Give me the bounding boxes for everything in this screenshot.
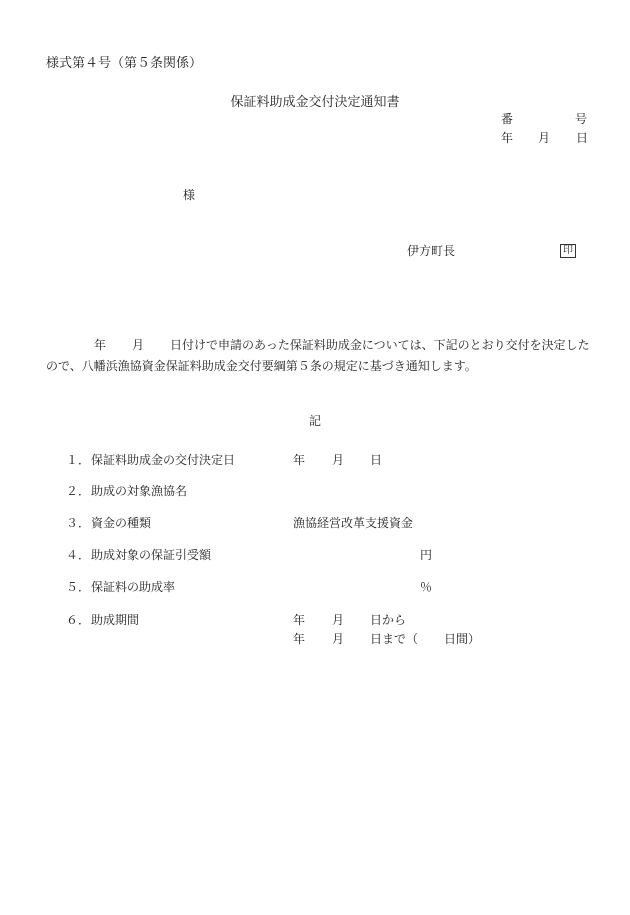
document-title: 保証料助成金交付決定通知書 bbox=[230, 95, 400, 110]
body-month: 月 bbox=[132, 338, 145, 352]
ki-heading: 記 bbox=[309, 414, 322, 428]
date-day: 日 bbox=[576, 131, 589, 145]
item-3-label: 資金の種類 bbox=[91, 516, 152, 530]
item-1-day: 日 bbox=[370, 453, 383, 467]
item-1-year: 年 bbox=[293, 453, 306, 467]
recipient-honorific: 様 bbox=[183, 188, 196, 202]
item-3-number: ３． bbox=[66, 516, 91, 530]
body-year: 年 bbox=[94, 338, 107, 352]
form-number: 様式第４号（第５条関係） bbox=[46, 56, 203, 71]
seal-text: 印 bbox=[560, 244, 576, 258]
notice-body bbox=[46, 335, 591, 377]
doc-number-label: 番 bbox=[501, 112, 514, 126]
item-5-unit: ％ bbox=[420, 580, 433, 594]
item-1-number: １． bbox=[66, 453, 91, 467]
period-from-day: 日から bbox=[370, 613, 407, 627]
doc-number-suffix: 号 bbox=[575, 112, 588, 126]
item-1-month: 月 bbox=[332, 453, 345, 467]
seal-mark bbox=[556, 242, 576, 258]
item-4-label: 助成対象の保証引受額 bbox=[91, 548, 212, 562]
body-text: 日付けで申請のあった保証料助成金については、下記のとおり交付を決定したので、八幡浜漁協資金保証料助成金交付要綱第５条の規定に基づき通知します。 bbox=[46, 338, 590, 373]
item-5-label: 保証料の助成率 bbox=[91, 580, 176, 594]
period-from-year: 年 bbox=[293, 613, 306, 627]
item-1-label: 保証料助成金の交付決定日 bbox=[91, 453, 236, 467]
item-6-label: 助成期間 bbox=[91, 613, 140, 627]
date-month: 月 bbox=[538, 131, 551, 145]
item-2-number: ２． bbox=[66, 484, 91, 498]
item-5-number: ５． bbox=[66, 580, 91, 594]
item-4-unit: 円 bbox=[420, 548, 433, 562]
date-year: 年 bbox=[501, 131, 514, 145]
item-2-label: 助成の対象漁協名 bbox=[91, 484, 188, 498]
item-6-number: ６． bbox=[66, 613, 91, 627]
period-from-month: 月 bbox=[332, 613, 345, 627]
period-to-day: 日まで（ bbox=[370, 632, 419, 646]
period-to-year: 年 bbox=[293, 632, 306, 646]
item-4-number: ４． bbox=[66, 548, 91, 562]
item-3-value: 漁協経営改革支援資金 bbox=[293, 516, 414, 530]
period-to-month: 月 bbox=[332, 632, 345, 646]
period-days: 日間） bbox=[444, 632, 481, 646]
sender-name: 伊方町長 bbox=[407, 244, 456, 258]
